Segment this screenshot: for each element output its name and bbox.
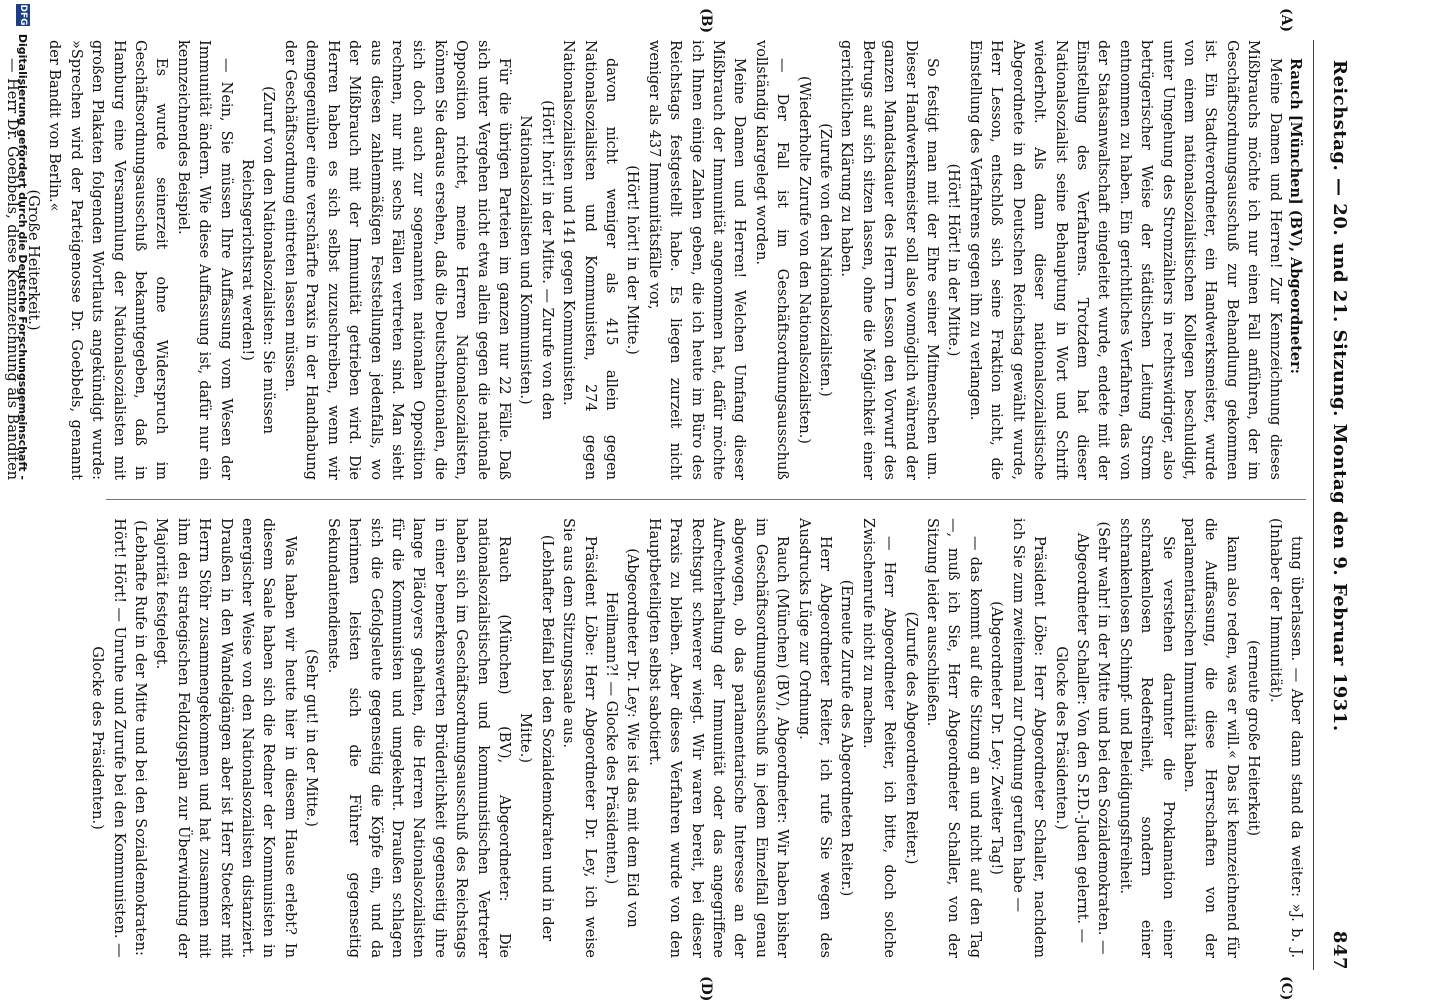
interjection-paragraph: (Abgeordneter Dr. Ley: Wie ist das mit dem Eid von Heilmann?! — Glocke des Präsidenten.): [603, 548, 641, 928]
dfg-logo-icon: DFG: [18, 4, 28, 26]
digitization-footer: [8, 0, 30, 1000]
interjection-paragraph: (erneute große Heiterkeit): [1245, 640, 1262, 836]
interjection-paragraph: (Lebhafte Rufe in der Mitte und bei den Sozialdemokraten: Hört! Hört! — Unruhe und Zurufe bei den Kommunisten. — Glocke des Präsidenten.): [89, 518, 149, 958]
speech-paragraph: kann also reden, was er will.« Das ist kennzeichnend für die Auffassung, die diese Herrschaften von der parlamentarischen Immunität haben.: [1180, 518, 1240, 958]
interjection-paragraph: (Zurufe von den Nationalsozialisten.): [817, 123, 834, 397]
page-header: [1313, 40, 1354, 970]
footer-text: Digitalisierung gefördert durch die Deutsche Forschungsgemeinschaft -: [16, 33, 30, 480]
margin-mark-a: (A): [1278, 8, 1294, 33]
speech-paragraph: Meine Damen und Herren! Welchen Umfang dieser Mißbrauch der Immunität angenommen hat, dafür möchte ich Ihnen einige Zahlen geben, die ich heute im Büro des Reichstags festgestellt habe. Es liegen zurzeit nicht weniger als 437 Immunitätsfälle vor,: [645, 40, 748, 480]
page-number: 847: [1329, 930, 1350, 970]
right-text-column: [86, 518, 1306, 958]
interjection-paragraph: (Große Heiterkeit.): [25, 189, 42, 331]
speech-paragraph: Rauch (München) (BV), Abgeordneter: Die nationalsozialistischen und kommunistischen Vertreter haben sich im Geschäftsordnungsausschuß des Reichstags in einer bemerkenswerten Brüderlichkeit gegenseitig ihre lange Plädoyers gehalten, die Herren Nationalsozialisten für die Kommunisten und umgekehrt. Draußen schlagen sich die Gefolgsleute gegenseitig die Köpfe ein, und da herinnen leisten sich die Führer gegenseitig Sekundantendienste.: [324, 518, 512, 958]
interjection-paragraph: (Hört! hört! in der Mitte. — Zurufe von den Nationalsozialisten und Kommunisten.): [517, 100, 555, 420]
margin-mark-d: (D): [698, 976, 714, 1001]
interjection-paragraph: (Sehr gut! in der Mitte.): [303, 649, 320, 827]
interjection-paragraph: (Zurufe des Abgeordneten Reiter.): [902, 611, 919, 865]
speech-paragraph: So festigt man mit der Ehre seiner Mitmenschen um. Dieser Handwerksmeister soll also womöglich während der ganzen Mandatsdauer des Herrn Lesson den Vorwurf des Betrugs auf sich sitzen lassen, ohne die Möglichkeit einer gerichtlichen Klärung zu haben.: [838, 40, 941, 480]
speech-paragraph: Es wurde seinerzeit ohne Widerspruch im Geschäftsordnungsausschuß bekanntgegeben, daß in Hamburg eine Versammlung der Nationalsozialisten mit großen Plakaten folgenden Wortlauts angekündigt wurde: »Sprechen wird der Parteigenosse Dr. Goebbels, genannt der Bandit von Berlin.«: [46, 40, 170, 480]
speech-paragraph: — Herr Dr. Goebbels, diese Kennzeichnung als Banditen: [3, 58, 20, 480]
interjection-paragraph: (Wiederholte Zurufe von den Nationalsozialisten.): [795, 76, 812, 444]
interjection-paragraph: (Sehr wahr! in der Mitte und bei den Sozialdemokraten. — Abgeordneter Schaller: Von den S.P.D.-Juden gelernt. — Glocke des Präsidenten.): [1052, 521, 1112, 955]
speech-paragraph: Präsident Löbe: Herr Abgeordneter Schaller, nachdem ich Sie zum zweitenmal zur Ordnung gerufen habe —: [1009, 518, 1048, 958]
interjection-paragraph: (Hört! hört! in der Mitte.): [624, 165, 641, 355]
left-text-column: [0, 40, 1306, 480]
speech-paragraph: tung überlassen. — Aber dann stand da weiter: »J. b. J. (Inhaber der Immunität).: [1266, 518, 1304, 958]
speech-paragraph: Präsident Löbe: Herr Abgeordneter Dr. Ley, ich weise Sie aus dem Sitzungssaale aus.: [560, 518, 598, 958]
speech-paragraph: Rauch (München) (BV), Abgeordneter: Wir haben bisher im Geschäftsordnungsausschuß in jedem Einzelfall genau abgewogen, ob das parlamentarische Interesse an der Aufrechterhaltung der Immunität oder das angegriffene Rechtsgut schwerer wiegt. Wir waren bereit, bei dieser Praxis zu bleiben. Aber dieses Verfahren wurde von den Hauptbeteiligten selbst sabotiert.: [645, 518, 791, 958]
speech-paragraph: Was haben wir heute hier in diesem Hause erlebt? In diesem Saale haben sich die Redner der Kommunisten in energischer Weise von den Nationalsozialisten distanziert. Draußen in den Wandelgängen aber ist Herr Stoecker mit Herrn Stöhr zusammengekommen und hat zusammen mit ihm den strategischen Feldzugsplan zur Überwindung der Majorität festgelegt.: [153, 518, 298, 958]
speech-paragraph: — Nein, Sie müssen Ihre Auffassung vom Wesen der Immunität ändern. Wie diese Auffassung ist, dafür nur ein kennzeichnendes Beispiel.: [174, 40, 234, 480]
speech-paragraph: — Der Fall ist im Geschäftsordnungsausschuß vollständig klargelegt worden.: [752, 40, 791, 480]
speech-paragraph: Rauch [München] (BV), Abgeordneter:: [1287, 58, 1304, 374]
interjection-paragraph: (Lebhafter Beifall bei den Sozialdemokraten und in der Mitte.): [517, 534, 555, 942]
margin-mark-b: (B): [698, 8, 714, 34]
interjection-paragraph: (Erneute Zurufe des Abgeordneten Reiter.): [838, 579, 855, 897]
speech-paragraph: — das kommt auf die Sitzung an und nicht auf den Tag —, muß ich Sie, Herr Abgeordneter Schaller, von der Sitzung leider ausschließen.: [924, 518, 983, 958]
speech-paragraph: Herr Abgeordneter Reiter, ich rufe Sie wegen des Ausdrucks Lüge zur Ordnung.: [795, 518, 834, 958]
interjection-paragraph: (Abgeordneter Dr. Ley: Zweiter Tag!): [988, 601, 1005, 875]
margin-mark-c: (C): [1278, 976, 1294, 1001]
interjection-paragraph: (Zuruf von den Nationalsozialisten: Sie müssen Reichsgerichtsrat werden!): [239, 86, 277, 434]
speech-paragraph: davon nicht weniger als 415 allein gegen Nationalsozialisten und Kommunisten, 274 gegen Nationalsozialisten und 141 gegen Kommunisten.: [560, 40, 619, 480]
header-title: Reichstag. — 20. und 21. Sitzung. Montag den 9. Februar 1931.: [1329, 60, 1350, 732]
interjection-paragraph: (Hört! Hört! in der Mitte.): [945, 163, 962, 357]
speech-paragraph: Meine Damen und Herren! Zur Kennzeichnung dieses Mißbrauchs möchte ich nur einen Fall anführen, der im Geschäftsordnungsausschuß zur Behandlung gekommen ist. Ein Stadtverordneter, ein Handwerksmeister, wurde von einem nationalsozialistischen Kollegen beschuldigt, unter Umgehung des Stromzählers in rechtswidriger, also betrügerischer Weise der städtischen Leitung Strom entnommen zu haben. Ein gerichtliches Verfahren, das von der Staatsanwaltschaft eingeleitet wurde, endete mit der Einstellung des Verfahrens. Trotzdem hat dieser Nationalsozialist seine Behauptung in Wort und Schrift wiederholt. Als dann dieser nationalsozialistische Abgeordnete in den Deutschen Reichstag gewählt wurde, Herr Lesson, entschloß sich seine Fraktion nicht, die Einstellung des Verfahrens gegen ihn zu verlangen.: [966, 40, 1283, 480]
speech-paragraph: — Herr Abgeordneter Reiter, ich bitte, doch solche Zwischenrufe nicht zu machen.: [859, 518, 898, 958]
speech-paragraph: Für die übrigen Parteien im ganzen nur 22 Fälle. Daß sich unter Vergehen nicht etwa allein gegen die nationale Opposition richtet, meine Herren Nationalsozialisten, können Sie daraus ersehen, daß die Deutschnationalen, die sich doch auch zur sogenannten nationalen Opposition rechnen, nur mit sechs Fällen vertreten sind. Man sieht aus diesen zahlenmäßigen Feststellungen jedenfalls, wo der Mißbrauch mit der Immunität getrieben wird. Die Herren haben es sich selbst zuzuschreiben, wenn wir demgegenüber eine verschärfte Praxis in der Handhabung der Geschäftsordnung eintreten lassen müssen.: [281, 40, 512, 480]
column-divider: [106, 499, 1306, 500]
speech-paragraph: Sie verstehen darunter die Proklamation einer schrankenlosen Redefreiheit, sondern einer schrankenlosen Schimpf- und Beleidigungsfreiheit.: [1116, 518, 1176, 958]
